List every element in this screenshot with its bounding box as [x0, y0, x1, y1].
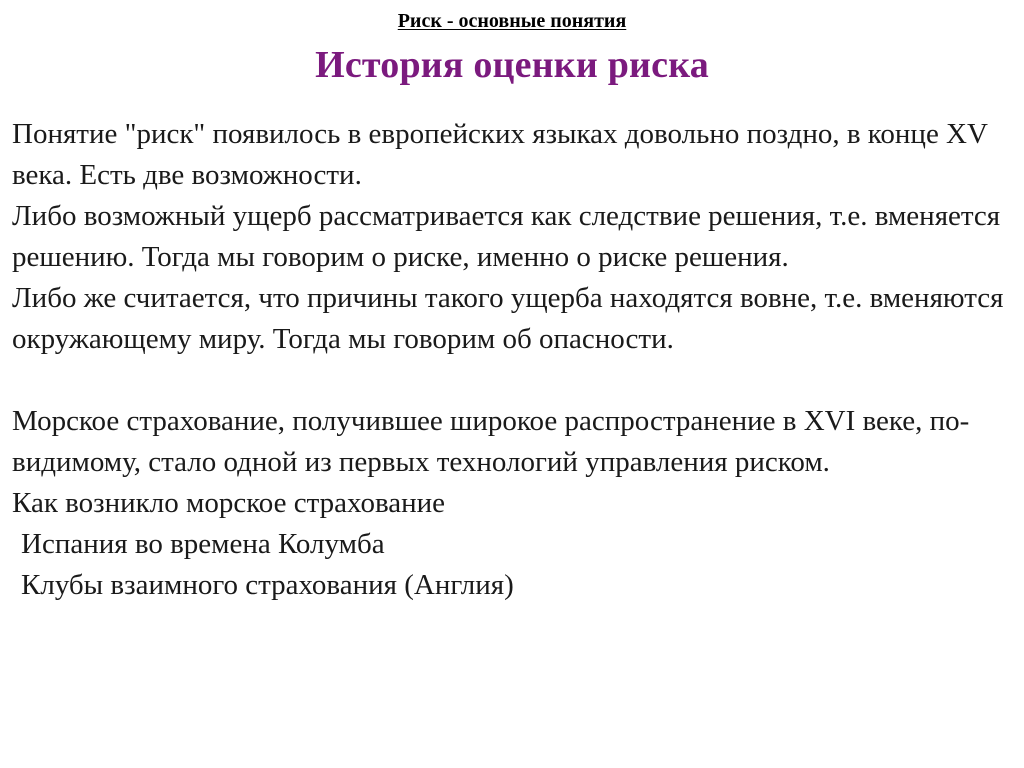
- slide-title: История оценки риска: [315, 44, 709, 86]
- paragraph-marine-insurance: Морское страхование, получившее широкое распространение в XVI веке, по-видимому, стало одной из первых технологий управления риском.: [12, 405, 970, 478]
- list-item-spain-columbus: Испания во времена Колумба: [21, 528, 385, 560]
- paragraph-term-origin: Понятие "риск" появилось в европейских языках довольно поздно, в конце XV века. Есть две возможности.: [12, 118, 988, 191]
- section-label: Риск - основные понятия: [397, 10, 627, 32]
- paragraph-risk-of-decision: Либо возможный ущерб рассматривается как следствие решения, т.е. вменяется решению. Тогда мы говорим о риске, именно о риске решения.: [12, 200, 1001, 273]
- list-item-mutual-insurance-clubs: Клубы взаимного страхования (Англия): [21, 569, 514, 601]
- slide-body: [12, 114, 1018, 606]
- paragraph-danger: Либо же считается, что причины такого ущерба находятся вовне, т.е. вменяются окружающему миру. Тогда мы говорим об опасности.: [12, 282, 1004, 355]
- paragraph-insurance-origin-heading: Как возникло морское страхование: [12, 487, 446, 519]
- paragraph-spacer: [12, 360, 1018, 401]
